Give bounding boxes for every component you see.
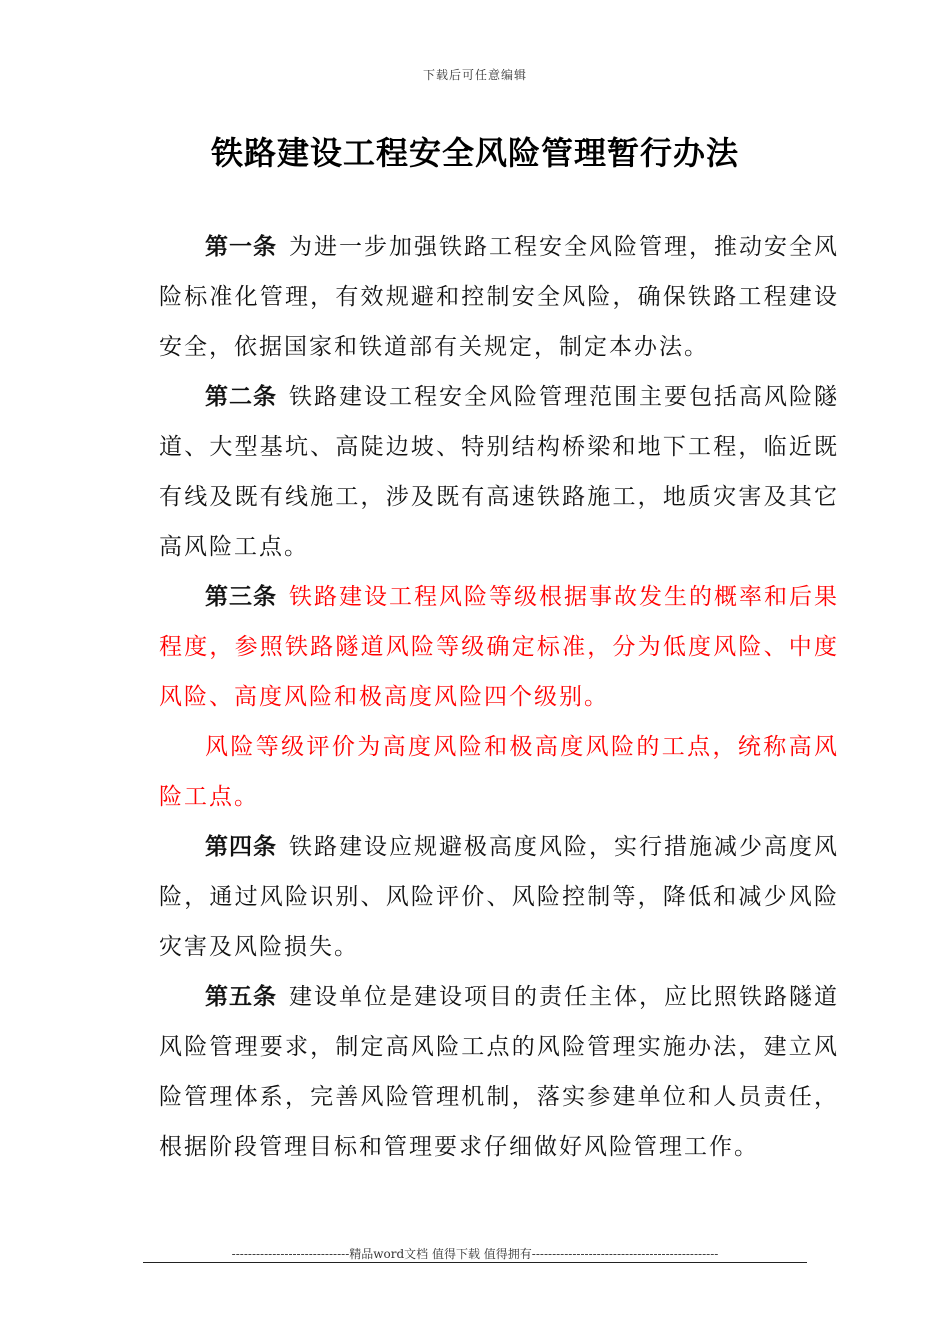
article-2-text: 铁路建设工程安全风险管理范围主要包括高风险隧道、大型基坑、高陡边坡、特别结构桥梁和地下工程，临近既有线及既有线施工，涉及既有高速铁路施工，地质灾害及其它高风险工点。 [159,384,839,560]
article-5 [159,972,839,1172]
document-body [159,222,839,1172]
article-3-text: 铁路建设工程风险等级根据事故发生的概率和后果程度，参照铁路隧道风险等级确定标准，分为低度风险、中度风险、高度风险和极高度风险四个级别。 [159,584,839,710]
article-2-label: 第二条 [205,383,277,410]
article-5-text: 建设单位是建设项目的责任主体，应比照铁路隧道风险管理要求，制定高风险工点的风险管理实施办法，建立风险管理体系，完善风险管理机制，落实参建单位和人员责任，根据阶段管理目标和管理要求仔细做好风险管理工作。 [159,984,839,1160]
article-4 [159,822,839,972]
article-4-text: 铁路建设应规避极高度风险，实行措施减少高度风险，通过风险识别、风险评价、风险控制等，降低和减少风险灾害及风险损失。 [159,834,839,960]
article-3-continuation-text: 风险等级评价为高度风险和极高度风险的工点，统称高风险工点。 [159,734,839,810]
article-2 [159,372,839,572]
article-1-label: 第一条 [205,233,277,260]
document-title: 铁路建设工程安全风险管理暂行办法 [210,134,739,172]
footer-divider [143,1262,807,1263]
article-4-label: 第四条 [205,833,277,860]
article-1-text: 为进一步加强铁路工程安全风险管理，推动安全风险标准化管理，有效规避和控制安全风险，确保铁路工程建设安全，依据国家和铁道部有关规定，制定本办法。 [159,234,839,360]
article-1 [159,222,839,372]
header-note: 下载后可任意编辑 [422,68,527,82]
article-5-label: 第五条 [205,983,277,1010]
article-3-continuation [159,722,839,822]
article-3-label: 第三条 [205,583,277,610]
article-3 [159,572,839,722]
footer-note: -----------------------------精品word文档 值得下载 值得拥有---------------------------------------------- [231,1247,719,1261]
